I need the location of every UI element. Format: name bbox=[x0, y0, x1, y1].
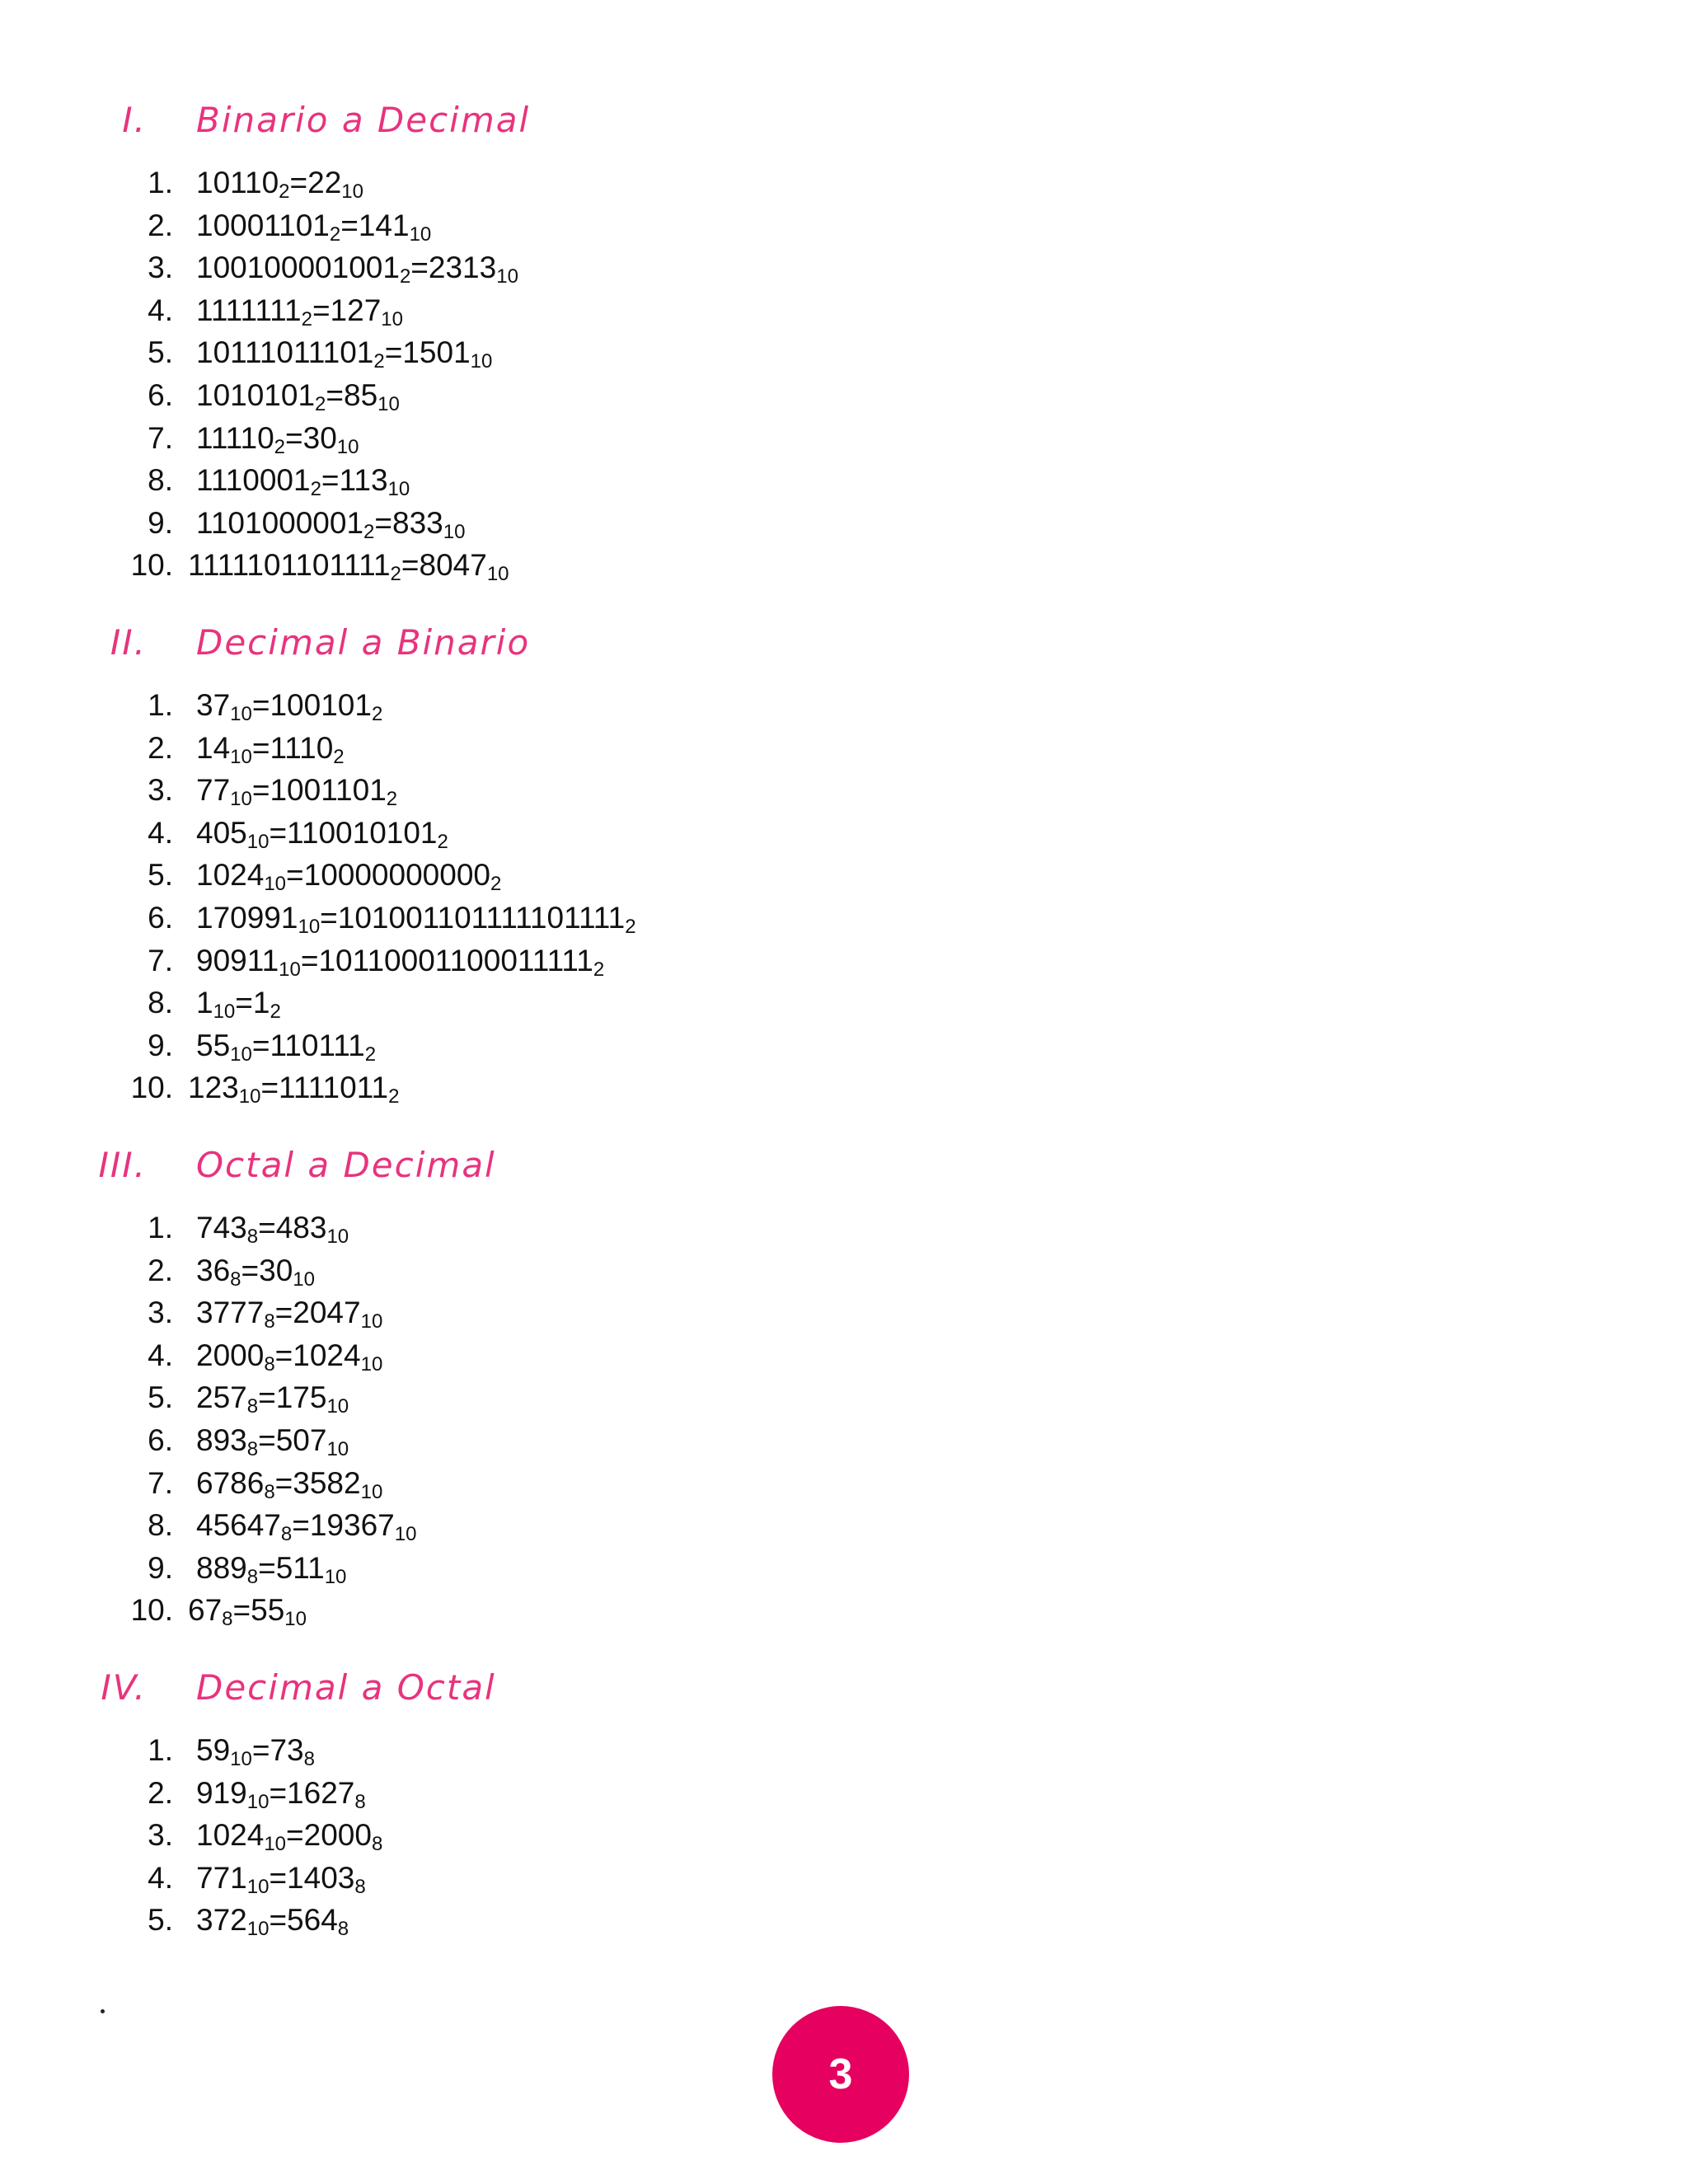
conversion-list bbox=[0, 1729, 1688, 1942]
section-heading bbox=[0, 1141, 1688, 1190]
section-title: Decimal a Octal bbox=[196, 1667, 496, 1708]
list-item: 9. $55_{10}=110111_2$ bbox=[148, 1028, 377, 1066]
list-item: 6. $893_8=507_{10}$ bbox=[148, 1422, 349, 1460]
list-item: 8. $1110001_2=113_{10}$ bbox=[148, 463, 410, 501]
list-item: 10. $67_8=55_{10}$ bbox=[130, 1593, 307, 1631]
list-item: 3. $77_{10}=1001101_2$ bbox=[148, 773, 398, 811]
list-item: 1. $743_8=483_{10}$ bbox=[148, 1211, 349, 1248]
page-number: 3 bbox=[828, 2050, 853, 2098]
list-item: 4. $2000_8=1024_{10}$ bbox=[148, 1338, 383, 1376]
list-item: 10. $123_{10}=1111011_2$ bbox=[130, 1071, 400, 1108]
list-item: 5. $257_8=175_{10}$ bbox=[148, 1380, 349, 1418]
list-item: 5. $1024_{10}=10000000000_2$ bbox=[148, 858, 502, 896]
list-item: 8. $1_{10}=1_2$ bbox=[148, 986, 281, 1024]
list-item: 4. $405_{10}=110010101_2$ bbox=[148, 815, 448, 853]
conversion-list bbox=[0, 1207, 1688, 1632]
section-title: Octal a Decimal bbox=[196, 1145, 496, 1185]
list-item: 4. $771_{10}=1403_8$ bbox=[148, 1860, 366, 1898]
page-number-badge bbox=[772, 2006, 909, 2143]
section-numeral: II. bbox=[110, 622, 147, 663]
list-item: 1. $59_{10}=73_8$ bbox=[148, 1733, 315, 1770]
list-item: 4. $1111111_2=127_{10}$ bbox=[148, 293, 403, 330]
list-item: 3. $1024_{10}=2000_8$ bbox=[148, 1818, 383, 1856]
section-heading bbox=[0, 1663, 1688, 1713]
list-item: 2. $14_{10}=1110_2$ bbox=[148, 730, 345, 768]
list-item: 2. $36_8=30_{10}$ bbox=[148, 1253, 315, 1291]
list-item: 2. $10001101_2=141_{10}$ bbox=[148, 208, 432, 246]
section-heading bbox=[0, 618, 1688, 668]
section-title: Decimal a Binario bbox=[196, 622, 531, 663]
section-numeral: IV. bbox=[101, 1667, 147, 1708]
list-item: 7. $11110_2=30_{10}$ bbox=[148, 420, 359, 458]
list-item: 9. $1101000001_2=833_{10}$ bbox=[148, 505, 466, 543]
list-item: 5. $10111011101_2=1501_{10}$ bbox=[148, 335, 493, 373]
stray-dot bbox=[101, 2009, 105, 2013]
section-numeral: I. bbox=[122, 100, 147, 140]
list-item: 6. $1010101_2=85_{10}$ bbox=[148, 377, 400, 415]
list-item: 1. $37_{10}=100101_2$ bbox=[148, 688, 383, 725]
list-item: 8. $45647_8=19367_{10}$ bbox=[148, 1508, 417, 1546]
list-item: 5. $372_{10}=564_8$ bbox=[148, 1903, 349, 1941]
list-item: 3. $3777_8=2047_{10}$ bbox=[148, 1296, 383, 1333]
list-item: 7. $6786_8=3582_{10}$ bbox=[148, 1465, 383, 1503]
list-item: 10. $1111101101111_2=8047_{10}$ bbox=[130, 548, 509, 586]
section-numeral: III. bbox=[98, 1145, 147, 1185]
list-item: 3. $100100001001_2=2313_{10}$ bbox=[148, 251, 518, 288]
conversion-list bbox=[0, 162, 1688, 587]
list-item: 6. $170991_{10}=101001101111101111_2$ bbox=[148, 900, 636, 938]
list-item: 7. $90911_{10}=10110001100011111_2$ bbox=[148, 943, 605, 981]
section-heading bbox=[0, 96, 1688, 145]
list-item: 9. $889_8=511_{10}$ bbox=[148, 1550, 347, 1588]
list-item: 1. $10110_2=22_{10}$ bbox=[148, 166, 363, 203]
list-item: 2. $919_{10}=1627_8$ bbox=[148, 1775, 366, 1813]
conversion-list bbox=[0, 684, 1688, 1109]
section-title: Binario a Decimal bbox=[196, 100, 531, 140]
